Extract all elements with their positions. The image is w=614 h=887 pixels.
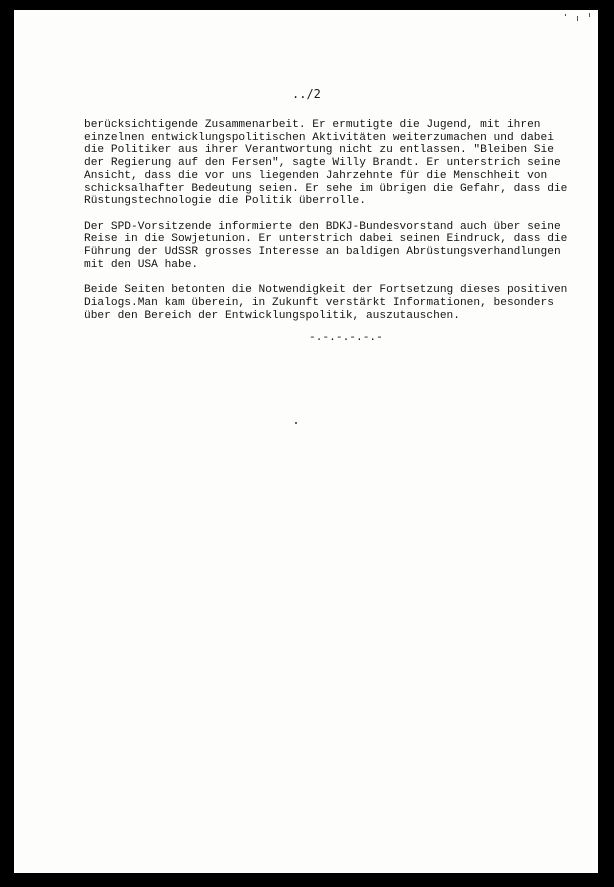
- paragraph-2: [84, 221, 584, 272]
- scan-mark: [577, 16, 578, 21]
- text-line: Führung der UdSSR grosses Interesse an baldigen Abrüstungsverhandlungen: [84, 246, 561, 259]
- text-line: Dialogs.Man kam überein, in Zukunft verstärkt Informationen, besonders: [84, 296, 554, 309]
- text-line: Ansicht, dass die vor uns liegenden Jahrzehnte für die Menschheit von: [84, 169, 548, 182]
- text-line: Rüstungstechnologie die Politik überrolle.: [84, 195, 366, 208]
- body-text: [84, 119, 584, 335]
- text-line: Reise in die Sowjetunion. Er unterstrich dabei seinen Eindruck, dass die: [84, 233, 568, 246]
- text-line: einzelnen entwicklungspolitischen Aktivitäten weiterzumachen und dabei: [84, 131, 554, 144]
- text-line: Beide Seiten betonten die Notwendigkeit der Fortsetzung dieses positiven: [84, 284, 568, 297]
- text-line: schicksalhafter Bedeutung seien. Er sehe im übrigen die Gefahr, dass die: [84, 182, 568, 195]
- text-line: Der SPD-Vorsitzende informierte den BDKJ-Bundesvorstand auch über seine: [84, 220, 561, 233]
- text-line: über den Bereich der Entwicklungspolitik, auszutauschen.: [84, 309, 460, 322]
- page-number: ../2: [292, 87, 321, 101]
- scan-speck: [295, 422, 297, 424]
- document-page: [14, 10, 598, 873]
- paragraph-3: [84, 284, 584, 322]
- text-line: berücksichtigende Zusammenarbeit. Er ermutigte die Jugend, mit ihren: [84, 119, 541, 131]
- text-line: der Regierung auf den Fersen", sagte Willy Brandt. Er unterstrich seine: [84, 157, 561, 170]
- end-mark: -.-.-.-.-.-: [309, 332, 383, 344]
- scan-mark: [589, 13, 590, 17]
- text-line: mit den USA habe.: [84, 258, 199, 271]
- text-line: die Politiker aus ihrer Verantwortung nicht zu entlassen. "Bleiben Sie: [84, 144, 554, 157]
- scan-speck: [565, 14, 566, 16]
- paragraph-1: [84, 119, 584, 208]
